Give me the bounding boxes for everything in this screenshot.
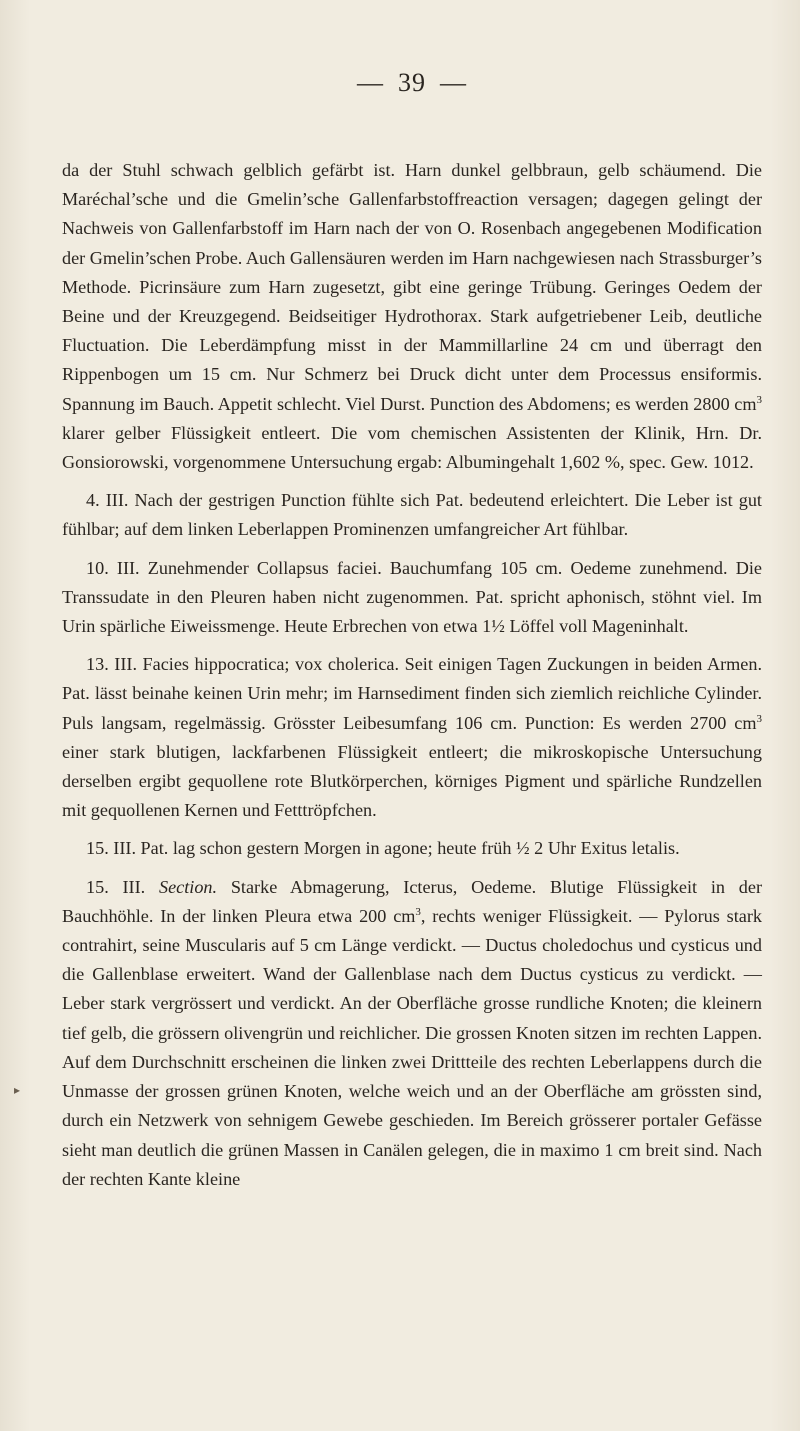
page-number-dash-left: — (357, 68, 384, 97)
text-segment: 4. III. Nach der gestrigen Punction fühlte sich Pat. bedeutend erleichtert. Die Leber ist gut fühlbar; auf dem linken Leberlappen Prominenzen umfangreicher Art fühlbar. (62, 490, 762, 540)
text-segment: da der Stuhl schwach gelblich gefärbt ist. Harn dunkel gelbbraun, gelb schäumend. Die Maréchal’sche und die Gmelin’sche Gallenfarbstoffreaction versagen; dagegen gelingt der Nachweis von Gallenfarbstoff im Harn nach der von O. Rosenbach angegebenen Modification der Gmelin’schen Probe. Auch Gallensäuren werden im Harn nachgewiesen nach Strassburger’s Methode. Picrinsäure zum Harn zugesetzt, gibt eine geringe Trübung. Geringes Oedem der Beine und der Kreuzgegend. Beidseitiger Hydrothorax. Stark aufgetriebener Leib, deutliche Fluctuation. Die Leberdämpfung misst in der Mammillarline 24 cm und überragt den Rippenbogen um 15 cm. Nur Schmerz bei Druck dicht unter dem Processus ensiformis. Spannung im Bauch. Appetit schlecht. Viel Durst. Punction des Abdomens; es werden 2800 cm (62, 160, 762, 414)
paragraph-p5 (62, 834, 762, 863)
superscript: 3 (756, 393, 762, 406)
text-segment: 13. III. Facies hippocratica; vox cholerica. Seit einigen Tagen Zuckungen in beiden Armen. Pat. lässt beinahe keinen Urin mehr; im Harnsediment finden sich ziemlich reichliche Cylinder. Puls langsam, regelmässig. Grösster Leibesumfang 106 cm. Punction: Es werden 2700 cm (62, 654, 762, 733)
text-segment: einer stark blutigen, lackfarbenen Flüssigkeit entleert; die mikroskopische Untersuchung derselben ergibt gequollene rote Blutkörperchen, körniges Pigment und spärliche Rundzellen mit gequollenen Kernen und Fetttröpfchen. (62, 741, 762, 821)
italic-text: Section. (158, 876, 218, 897)
page-number (62, 68, 762, 98)
paragraph-p6 (62, 873, 762, 1194)
page-number-dash-right: — (440, 68, 467, 97)
page-number-value: 39 (398, 68, 426, 97)
text-segment: 15. III. (86, 876, 159, 897)
text-segment: , rechts weniger Flüssigkeit. — Pylorus stark contrahirt, seine Muscularis auf 5 cm Länge verdickt. — Ductus choledochus und cysticus und die Gallenblase erweitert. Wand der Gallenblase nach dem Ductus cysticus zu verdickt. — Leber stark vergrössert und verdickt. An der Oberfläche grosse rundliche Knoten; die kleinern tief gelb, die grössern olivengrün und reichlicher. Die grossen Knoten sitzen im rechten Lappen. Auf dem Durchschnitt erscheinen die linken zwei Drittteile des rechten Leberlappens durch die Unmasse der grossen grünen Knoten, welche weich und an der Oberfläche am grössten sind, durch ein Netzwerk von sehnigem Gewebe geschieden. Im Bereich grösserer portaler Gefässe sieht man deutlich die grünen Massen in Canälen gelegen, die in maximo 1 cm breit sind. Nach der rechten Kante kleine (62, 905, 763, 1189)
superscript: 3 (415, 905, 421, 918)
superscript: 3 (756, 712, 762, 725)
body-text (62, 156, 762, 1194)
paragraph-p3 (62, 554, 762, 642)
paragraph-p4 (62, 650, 762, 825)
text-segment: 10. III. Zunehmender Collapsus faciei. Bauchumfang 105 cm. Oedeme zunehmend. Die Transsudate in den Pleuren haben nicht zugenommen. Pat. spricht aphonisch, stöhnt viel. Im Urin spärliche Eiweissmenge. Heute Erbrechen von etwa 1½ Löffel voll Mageninhalt. (62, 557, 762, 637)
paragraph-p1 (62, 156, 762, 477)
text-segment: 15. III. Pat. lag schon gestern Morgen in agone; heute früh ½ 2 Uhr Exitus letalis. (86, 838, 680, 859)
margin-mark: ▸ (14, 1083, 21, 1097)
text-segment: klarer gelber Flüssigkeit entleert. Die vom chemischen Assistenten der Klinik, Hrn. Dr. Gonsiorowski, vorgenommene Untersuchung ergab: Albumingehalt 1,602 %, spec. Gew. 1012. (62, 422, 762, 473)
paragraph-p2 (62, 486, 762, 544)
text-segment: Starke Abmagerung, Icterus, Oedeme. Blutige Flüssigkeit in der Bauchhöhle. In der linken Pleura etwa 200 cm (62, 876, 762, 926)
